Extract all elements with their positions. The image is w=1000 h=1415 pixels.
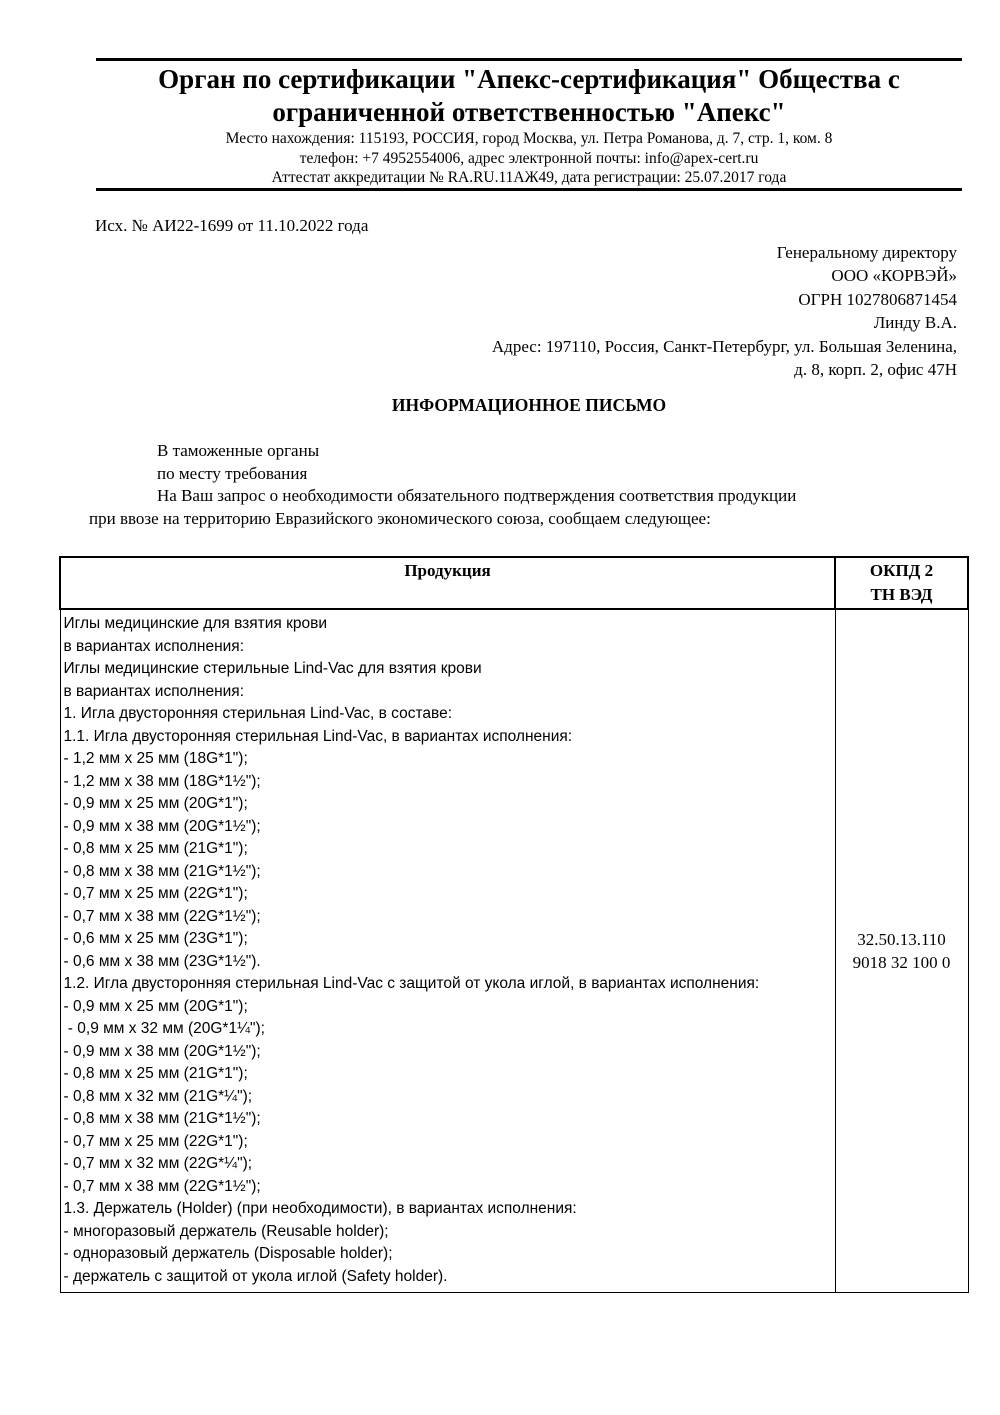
table-header-product: Продукция — [60, 557, 835, 609]
product-lines-cell — [60, 609, 835, 1293]
product-line: - 1,2 мм x 25 мм (18G*1"); — [63, 750, 248, 767]
org-title-line1: Орган по сертификации "Апекс-сертификация" Общества с — [158, 64, 900, 94]
recipient-block — [96, 241, 957, 381]
body-paragraph-line: На Ваш запрос о необходимости обязательного подтверждения соответствия продукции — [157, 486, 797, 506]
product-line: - 0,9 мм x 25 мм (20G*1"); — [63, 795, 248, 812]
body-paragraph-line: при ввозе на территорию Евразийского экономического союза, сообщаем следующее: — [89, 509, 711, 529]
recipient-line: ООО «КОРВЭЙ» — [831, 266, 957, 286]
product-line: Иглы медицинские стерильные Lind-Vac для взятия крови — [63, 660, 482, 677]
product-line: - 0,8 мм x 38 мм (21G*1½"); — [63, 1110, 261, 1127]
table-header-code-line2: ТН ВЭД — [870, 585, 933, 604]
org-contact: телефон: +7 4952554006, адрес электронной почты: info@apex-cert.ru — [299, 149, 759, 167]
product-line: Иглы медицинские для взятия крови — [63, 615, 328, 632]
product-line: - 0,7 мм x 38 мм (22G*1½"); — [63, 907, 261, 925]
product-line: - 1,2 мм x 38 мм (18G*1½"); — [63, 772, 261, 790]
addressee-line: В таможенные органы — [157, 441, 320, 460]
org-header — [96, 63, 962, 188]
recipient-line: д. 8, корп. 2, офис 47Н — [794, 360, 957, 380]
letter-body — [89, 440, 969, 531]
product-line: - многоразовый держатель (Reusable holder); — [63, 1222, 389, 1240]
product-line: - 0,9 мм x 25 мм (20G*1"); — [63, 997, 248, 1015]
product-line: - 0,7 мм x 38 мм (22G*1½"); — [63, 1177, 261, 1195]
table-header-code — [835, 557, 968, 609]
ref-number: Исх. № АИ22-1699 от 11.10.2022 года — [95, 216, 369, 235]
product-line: в вариантах исполнения: — [63, 637, 245, 655]
product-line: 1. Игла двусторонняя стерильная Lind-Vac, в составе: — [63, 705, 452, 722]
header-top-rule — [96, 58, 962, 61]
product-line: - 0,6 мм x 38 мм (23G*1½"). — [63, 952, 261, 970]
product-line: - 0,9 мм x 32 мм (20G*1¼"); — [63, 1020, 265, 1037]
recipient-line: ОГРН 1027806871454 — [798, 289, 957, 309]
table-header-code-line1: ОКПД 2 — [869, 561, 934, 580]
product-line: 1.2. Игла двусторонняя стерильная Lind-Vac с защитой от укола иглой, в вариантах исполнения: — [63, 975, 760, 992]
product-line: - 0,8 мм x 25 мм (21G*1"); — [63, 840, 248, 857]
org-address: Место нахождения: 115193, РОССИЯ, город Москва, ул. Петра Романова, д. 7, стр. 1, ком. 8 — [225, 130, 833, 147]
letter-title: ИНФОРМАЦИОННОЕ ПИСЬМО — [391, 395, 667, 415]
product-line: - 0,7 мм x 25 мм (22G*1"); — [63, 1132, 248, 1150]
product-line: в вариантах исполнения: — [63, 682, 245, 700]
product-line: - 0,8 мм x 38 мм (21G*1½"); — [63, 862, 261, 880]
product-line: - 0,7 мм x 32 мм (22G*¼"); — [63, 1155, 253, 1172]
product-line: 1.1. Игла двусторонняя стерильная Lind-Vac, в вариантах исполнения: — [63, 727, 573, 745]
table-header-row — [60, 557, 968, 609]
recipient-line: Линду В.А. — [873, 313, 957, 333]
product-line: 1.3. Держатель (Holder) (при необходимости), в вариантах исполнения: — [63, 1200, 577, 1217]
product-line: - одноразовый держатель (Disposable holder); — [63, 1245, 393, 1262]
product-line: - 0,7 мм x 25 мм (22G*1"); — [63, 885, 248, 902]
header-bottom-rule — [96, 188, 962, 191]
code-line: 9018 32 100 0 — [852, 953, 951, 972]
recipient-line: Генеральному директору — [776, 243, 957, 262]
recipient-line: Адрес: 197110, Россия, Санкт-Петербург, ул. Большая Зеленина, — [491, 336, 957, 356]
code-cell — [835, 609, 968, 1293]
products-table — [59, 556, 969, 1293]
org-accreditation: Аттестат аккредитации № RA.RU.11АЖ49, дата регистрации: 25.07.2017 года — [271, 169, 787, 186]
addressee-line: по месту требования — [157, 463, 308, 483]
code-line: 32.50.13.110 — [857, 930, 946, 949]
product-line: - 0,6 мм x 25 мм (23G*1"); — [63, 930, 248, 947]
product-line: - 0,9 мм x 38 мм (20G*1½"); — [63, 817, 261, 835]
product-line: - 0,9 мм x 38 мм (20G*1½"); — [63, 1042, 261, 1060]
product-line: - 0,8 мм x 25 мм (21G*1"); — [63, 1065, 248, 1082]
product-line: - держатель с защитой от укола иглой (Safety holder). — [63, 1267, 448, 1285]
product-line: - 0,8 мм x 32 мм (21G*¼"); — [63, 1087, 253, 1105]
org-title-line2: ограниченной ответственностью "Апекс" — [272, 97, 786, 127]
table-body-row — [60, 609, 968, 1293]
